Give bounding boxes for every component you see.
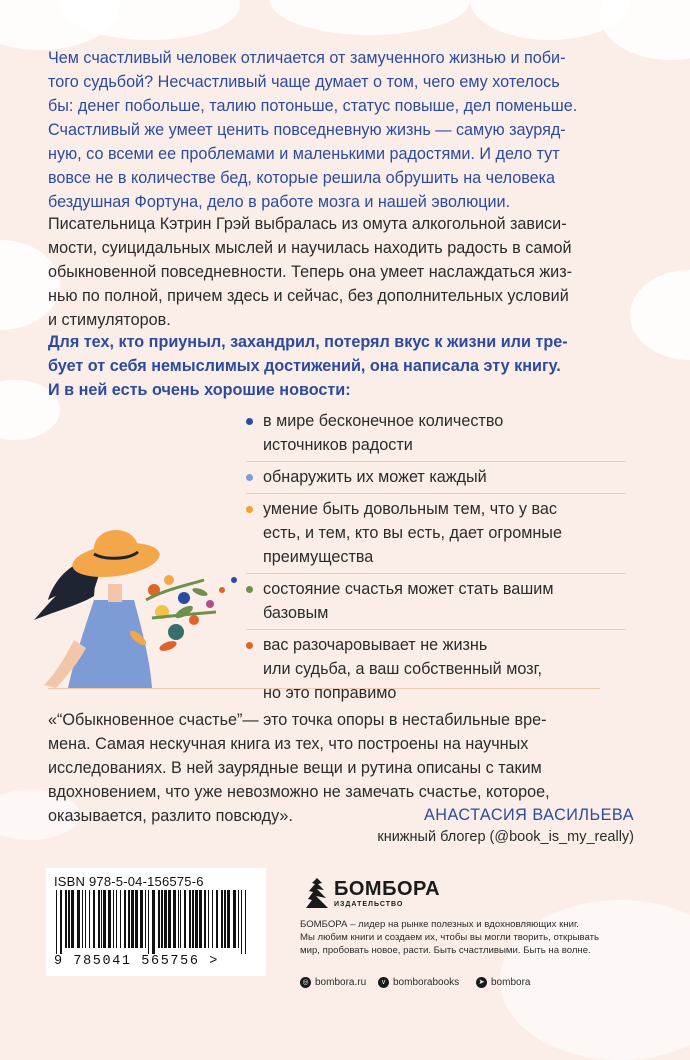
bullet-dot-icon	[246, 506, 253, 513]
text-line: базовым	[263, 604, 329, 622]
telegram-icon: ➤	[476, 977, 487, 988]
text-line: Чем счастливый человек отличается от замученного жизнью и поби-	[48, 49, 566, 67]
text-line: И в ней есть очень хорошие новости:	[48, 381, 351, 399]
social-link-telegram[interactable]	[476, 974, 530, 990]
text-line: Для тех, кто приуныл, захандрил, потерял вкус к жизни или тре-	[48, 333, 568, 351]
text-line: мости, суицидальных мыслей и научилась находить радость в самой	[48, 239, 572, 257]
barcode-bar	[124, 890, 126, 948]
text-line: того судьбой? Несчастливый чаще думает о том, чего ему хотелось	[48, 73, 560, 91]
barcode-bar	[65, 890, 67, 948]
text-line: БОМБОРА – лидер на рынке полезных и вдохновляющих книг.	[300, 919, 579, 930]
text-line: вас разочаровывает не жизнь	[263, 636, 488, 654]
barcode-bar	[180, 890, 181, 948]
globe-icon: ◎	[300, 977, 311, 988]
barcode-bar	[212, 890, 213, 948]
bullet-dot-icon	[246, 586, 253, 593]
text-line: есть, и тем, кто вы есть, дает огромные	[263, 524, 562, 542]
publisher-description	[300, 918, 660, 957]
text-line: источников радости	[263, 436, 413, 454]
barcode-bar	[184, 890, 186, 948]
text-line: обыкновенной повседневности. Теперь она умеет наслаждаться жиз-	[48, 263, 573, 281]
social-label: bombora	[491, 976, 531, 988]
barcode-bar	[140, 890, 143, 948]
barcode-bar	[145, 890, 146, 948]
publisher-subtitle: ИЗДАТЕЛЬСТВО	[334, 901, 404, 908]
barcode-bar	[103, 890, 106, 948]
text-line: исследованиях. В ней заурядные вещи и рутина описаны с таким	[48, 759, 542, 777]
social-label: bomborabooks	[393, 976, 460, 988]
barcode-bar	[71, 890, 74, 948]
bullet-dot-icon	[246, 474, 253, 481]
text-line: но это поправимо	[263, 684, 397, 702]
barcode-bar	[238, 890, 239, 948]
author-paragraph	[48, 212, 648, 332]
barcode-bar	[161, 890, 163, 948]
barcode-bar	[233, 890, 236, 948]
isbn-label: ISBN 978-5-04-156575-6	[54, 874, 204, 889]
barcode-bar	[135, 890, 138, 948]
barcode-bar	[227, 890, 230, 948]
barcode-bar	[82, 890, 83, 948]
barcode-bar	[128, 890, 130, 948]
barcode-bar	[164, 890, 167, 948]
intro-paragraph	[48, 46, 648, 214]
barcode-bar	[89, 890, 90, 948]
text-line: нью по полной, причем здесь и сейчас, без дополнительных условий	[48, 287, 569, 305]
barcode-bar	[216, 890, 218, 948]
quote-author: АНАСТАСИЯ ВАСИЛЬЕВА	[423, 806, 634, 824]
list-item	[246, 574, 626, 630]
barcode-bar	[158, 890, 160, 948]
text-line: вовсе не в количестве бед, которые решила обрушить на человека	[48, 169, 556, 187]
text-line: и стимуляторов.	[48, 311, 171, 329]
section-divider	[48, 688, 600, 689]
barcode-bar	[173, 890, 176, 948]
list-item	[246, 462, 626, 494]
barcode-bar	[224, 890, 226, 948]
barcode-bar	[189, 890, 191, 948]
text-line: оказывается, разлито повсюду».	[48, 807, 293, 825]
social-label: bombora.ru	[315, 976, 367, 988]
text-line: бы: денег побольше, талию потоньше, статус повыше, дел поменьше.	[48, 97, 578, 115]
bombora-logo-icon	[304, 876, 330, 910]
highlight-paragraph	[48, 330, 648, 402]
barcode-bar	[113, 890, 114, 948]
text-line: умение быть довольным тем, что у вас	[263, 500, 557, 518]
barcode-bar	[204, 890, 206, 948]
barcode-bar	[98, 890, 100, 948]
list-item	[246, 494, 626, 574]
barcode-bar	[77, 890, 80, 948]
barcode-bar	[116, 890, 117, 948]
list-item	[246, 406, 626, 462]
text-line: «“Обыкновенное счастье”— это точка опоры в нестабильные вре-	[48, 711, 547, 729]
barcode-bar	[148, 890, 149, 954]
text-line: обнаружить их может каждый	[263, 468, 487, 486]
text-line: бует от себя немыслимых достижений, она написала эту книгу.	[48, 357, 561, 375]
social-links	[300, 974, 660, 990]
text-line: Счастливый же умеет ценить повседневную жизнь — самую зауряд-	[48, 121, 566, 139]
text-line: мир, пробовать новое, расти. Быть счастливыми. Быть на волне.	[300, 945, 591, 956]
barcode-bar	[68, 890, 70, 948]
barcode-bar	[152, 890, 155, 954]
text-line: в мире бесконечное количество	[263, 412, 504, 430]
barcode-bar	[120, 890, 121, 948]
vk-icon: v	[378, 977, 389, 988]
text-line: вдохновением, что уже невозможно не замечать счастье, которое,	[48, 783, 550, 801]
text-line: Писательница Кэтрин Грэй выбралась из омута алкогольной зависи-	[48, 215, 567, 233]
bullet-dot-icon	[246, 418, 253, 425]
barcode-bar	[131, 890, 134, 948]
social-link-vk[interactable]	[378, 974, 459, 990]
text-line: ную, со всеми ее проблемами и маленькими радостями. И дело тут	[48, 145, 560, 163]
bullet-dot-icon	[246, 642, 253, 649]
barcode-bar	[60, 890, 62, 954]
barcode-bar	[93, 890, 95, 948]
text-line: или судьба, а ваш собственный мозг,	[263, 660, 543, 678]
barcode-bar	[108, 890, 111, 948]
barcode-bar	[241, 890, 242, 954]
text-line: мена. Самая нескучная книга из тех, что построены на научных	[48, 735, 529, 753]
text-line: преимущества	[263, 548, 374, 566]
text-line: Мы любим книги и создаем их, чтобы вы могли творить, открывать	[300, 932, 599, 943]
barcode-bar	[178, 890, 179, 948]
barcode-bar	[221, 890, 223, 948]
barcode-digits: 9 785041 565756 >	[54, 954, 219, 969]
barcode-bar	[56, 890, 57, 954]
barcode-bar	[168, 890, 171, 948]
publisher-name: БОМБОРА	[334, 878, 441, 900]
text-line: бездушная Фортуна, дело в работе мозга и нашей эволюции.	[48, 193, 511, 211]
woman-with-flowers-illustration	[34, 520, 246, 688]
barcode-bar	[85, 890, 86, 948]
barcode-bar	[245, 890, 246, 954]
barcode	[46, 868, 266, 976]
barcode-bar	[192, 890, 194, 948]
barcode-bar	[101, 890, 102, 948]
social-link-website[interactable]	[300, 974, 366, 990]
quote-author-role: книжный блогер (@book_is_my_really)	[377, 829, 634, 845]
benefits-list	[246, 406, 626, 709]
barcode-bar	[199, 890, 202, 948]
text-line: состояние счастья может стать вашим	[263, 580, 554, 598]
barcode-bar	[195, 890, 198, 948]
barcode-bars	[54, 890, 258, 954]
list-item	[246, 630, 626, 709]
barcode-bar	[208, 890, 209, 948]
